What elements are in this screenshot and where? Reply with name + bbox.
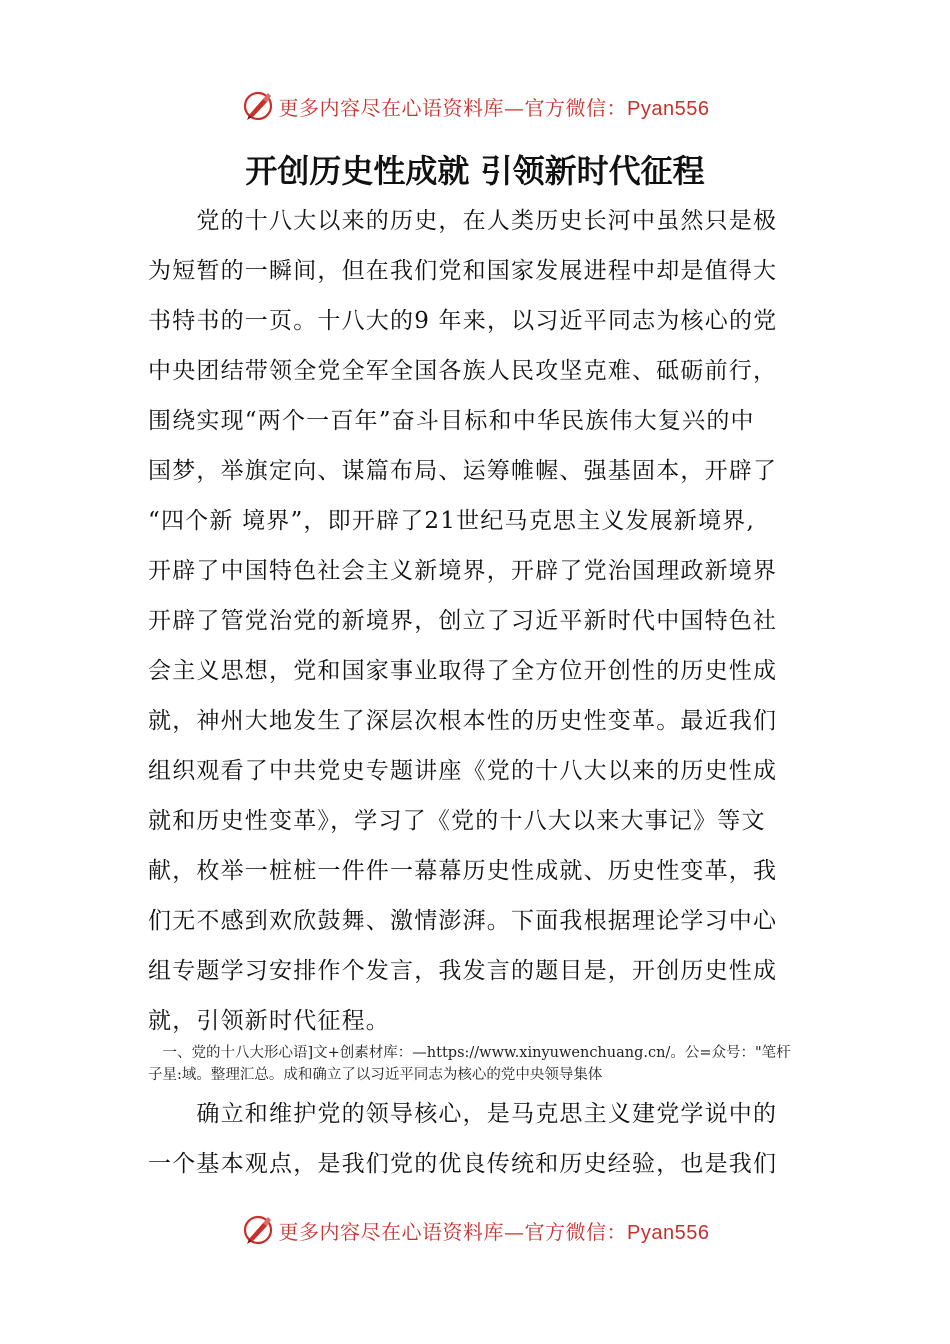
- text-line: 开辟了中国特色社会主义新境界，开辟了党治国理政新境界: [148, 558, 778, 584]
- text-line: 书特书的一页。十八大的9 年来，以习近平同志为核心的党: [148, 308, 778, 334]
- text-line: 们无不感到欢欣鼓舞、激情澎湃。下面我根据理论学习中心: [148, 908, 778, 934]
- text-line: 党的十八大以来的历史，在人类历史长河中虽然只是极: [148, 208, 778, 234]
- text-line: 献，枚举一桩桩一件件一幕幕历史性成就、历史性变革，我: [148, 858, 778, 884]
- pen-logo-icon: [241, 89, 275, 123]
- text-line: 围绕实现“两个一百年”奋斗目标和中华民族伟大复兴的中: [148, 408, 755, 434]
- text-line: 国梦，举旗定向、谋篇布局、运筹帷幄、强基固本，开辟了: [148, 458, 778, 484]
- footer-banner: [0, 1210, 950, 1250]
- text-line: “四个新 境界”，即开辟了21世纪马克思主义发展新境界,: [148, 508, 756, 534]
- banner-main-text: 更多内容尽在心语资料库—官方微信：: [278, 95, 628, 120]
- text-line: 为短暂的一瞬间，但在我们党和国家发展进程中却是值得大: [148, 258, 778, 284]
- text-line: 会主义思想，党和国家事业取得了全方位开创性的历史性成: [148, 658, 778, 684]
- text-line: 组专题学习安排作个发言，我发言的题目是，开创历史性成: [148, 958, 778, 984]
- banner-text: [279, 92, 710, 121]
- heading-line: 子星:域。整理汇总。成和确立了以习近平同志为核心的党中央领导集体: [148, 1067, 603, 1083]
- text-line: 就和历史性变革》，学习了《党的十八大以来大事记》等文: [148, 808, 766, 834]
- text-line: 就，神州大地发生了深层次根本性的历史性变革。最近我们: [148, 708, 778, 734]
- header-banner: [0, 86, 950, 126]
- banner-text: [279, 1216, 710, 1245]
- text-line: 中央团结带领全党全军全国各族人民攻坚克难、砥砺前行，: [148, 358, 778, 384]
- pen-logo-icon: [241, 1213, 275, 1247]
- text-line: 一个基本观点，是我们党的优良传统和历史经验，也是我们: [148, 1151, 778, 1177]
- section-heading: [148, 1042, 848, 1086]
- banner-wechat-id: Pyan556: [627, 1221, 710, 1244]
- text-line: 开辟了管党治党的新境界，创立了习近平新时代中国特色社: [148, 608, 778, 634]
- text-line: 组织观看了中共党史专题讲座《党的十八大以来的历史性成: [148, 758, 778, 784]
- paragraph-intro: [148, 196, 808, 1046]
- heading-line: 一、党的十八大形心语]文+创素材库：—https://www.xinyuwenchuang.cn/。公=众号："笔杆: [148, 1045, 791, 1061]
- banner-wechat-id: Pyan556: [627, 97, 710, 120]
- document-title: 开创历史性成就 引领新时代征程: [245, 152, 705, 190]
- banner-main-text: 更多内容尽在心语资料库—官方微信：: [278, 1219, 628, 1244]
- text-line: 就，引领新时代征程。: [148, 1008, 390, 1034]
- paragraph-leadership: [148, 1089, 808, 1189]
- text-line: 确立和维护党的领导核心，是马克思主义建党学说中的: [148, 1101, 778, 1127]
